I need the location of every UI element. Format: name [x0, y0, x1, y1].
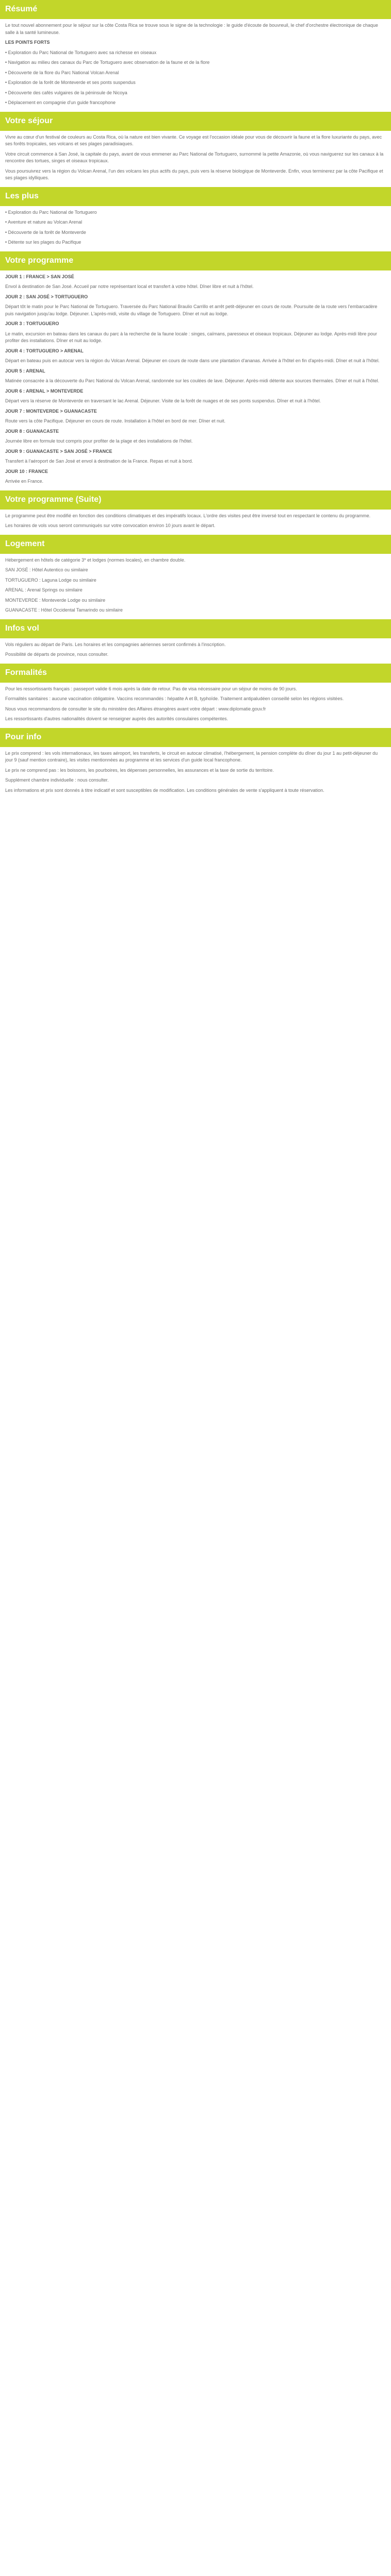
section-paragraph: • Aventure et nature au Volcan Arenal [5, 219, 83, 225]
section-paragraph: MONTEVERDE : Monteverde Lodge ou similaire [5, 597, 106, 603]
section-body [0, 747, 391, 794]
section-paragraph: Vivre au cœur d'un festival de couleurs au Costa Rica, où la nature est bien vivante. Ce voyage est l'occasion idéale pour vous de découvrir la faune et la flore luxuriante du pays, avec ses forêts tropicales, ses volcans et ses plages paradisiaques. [5, 134, 382, 146]
section-paragraph: JOUR 4 : TORTUGUERO > ARENAL [5, 348, 84, 353]
section-body [0, 638, 391, 658]
section-paragraph: • Exploration de la forêt de Monteverde et ses ponts suspendus [5, 80, 136, 85]
section-paragraph: TORTUGUERO : Laguna Lodge ou similaire [5, 577, 96, 583]
section-title: Votre programme (Suite) [0, 490, 391, 510]
section-paragraph: • Navigation au milieu des canaux du Parc de Tortuguero avec observation de la faune et de la flore [5, 60, 210, 65]
section-paragraph: Départ en bateau puis en autocar vers la région du Volcan Arenal. Déjeuner en cours de route dans une plantation d'ananas. Arrivée à l'hôtel en fin d'après-midi. Dîner et nuit à l'hôtel. [5, 358, 380, 363]
section-paragraph: GUANACASTE : Hôtel Occidental Tamarindo ou similaire [5, 607, 123, 613]
section-paragraph: JOUR 10 : FRANCE [5, 468, 48, 474]
section-paragraph: Possibilité de départs de province, nous consulter. [5, 652, 109, 657]
section-paragraph: Le programme peut être modifié en fonction des conditions climatiques et des impératifs locaux. L'ordre des visites peut être inversé tout en respectant le contenu du programme. [5, 513, 371, 518]
document-root [0, 0, 391, 794]
section-paragraph: JOUR 3 : TORTUGUERO [5, 321, 59, 326]
section-paragraph: Matinée consacrée à la découverte du Parc National du Volcan Arenal, randonnée sur les coulées de lave. Déjeuner. Après-midi détente aux sources thermales. Dîner et nuit à l'hôtel. [5, 378, 380, 383]
section-paragraph: Envol à destination de San José. Accueil par notre représentant local et transfert à votre hôtel. Dîner libre et nuit à l'hôtel. [5, 284, 254, 289]
section-paragraph: • Découverte des cafés vulgaires de la péninsule de Nicoya [5, 90, 127, 95]
section-title: Les plus [0, 187, 391, 206]
section-body [0, 510, 391, 530]
section-paragraph: Le prix ne comprend pas : les boissons, les pourboires, les dépenses personnelles, les assurances et la taxe de sortie du territoire. [5, 767, 274, 773]
section-paragraph: JOUR 9 : GUANACASTE > SAN JOSÉ > FRANCE [5, 448, 112, 454]
section-title: Pour info [0, 728, 391, 747]
section-paragraph: Hébergement en hôtels de catégorie 3* et lodges (normes locales), en chambre double. [5, 557, 186, 563]
section-paragraph: LES POINTS FORTS [5, 40, 50, 45]
section-paragraph: Départ tôt le matin pour le Parc National de Tortuguero. Traversée du Parc National Braulio Carrillo et arrêt petit-déjeuner en cours de route. Poursuite de la route vers l'embarcadère puis navigation jusqu'au lodge. Déjeuner. L'après-midi, visite du village de Tortuguero. Dîner et nuit au lodge. [5, 304, 378, 316]
section-body [0, 19, 391, 107]
section-paragraph: Arrivée en France. [5, 479, 44, 484]
section-paragraph: JOUR 7 : MONTEVERDE > GUANACASTE [5, 408, 97, 414]
section-body [0, 206, 391, 246]
section-paragraph: Les horaires de vols vous seront communiqués sur votre convocation environ 10 jours avant le départ. [5, 523, 216, 528]
section-paragraph: Les ressortissants d'autres nationalités doivent se renseigner auprès des autorités consulaires compétentes. [5, 716, 228, 721]
section-title: Infos vol [0, 619, 391, 638]
section-paragraph: JOUR 2 : SAN JOSÉ > TORTUGUERO [5, 294, 88, 299]
section-paragraph: JOUR 8 : GUANACASTE [5, 428, 59, 434]
section-paragraph: ARENAL : Arenal Springs ou similaire [5, 587, 83, 592]
section-paragraph: • Déplacement en compagnie d'un guide francophone [5, 100, 116, 105]
section-paragraph: Vols réguliers au départ de Paris. Les horaires et les compagnies aériennes seront confirmés à l'inscription. [5, 641, 226, 647]
section-paragraph: Les informations et prix sont donnés à titre indicatif et sont susceptibles de modification. Les conditions générales de vente s'appliquent à toute réservation. [5, 787, 324, 793]
section-paragraph: Journée libre en formule tout compris pour profiter de la plage et des installations de l'hôtel. [5, 438, 193, 444]
section-paragraph: • Exploration du Parc National de Tortuguero avec sa richesse en oiseaux [5, 49, 157, 55]
section-paragraph: Transfert à l'aéroport de San José et envol à destination de la France. Repas et nuit à bord. [5, 459, 193, 464]
section-body [0, 131, 391, 182]
section-paragraph: Le tout nouvel abonnement pour le séjour sur la côte Costa Rica se trouve sous le signe de la technologie : le guide d'écoute de bouvreuil, le chef d'orchestre électronique de chaque salle à la santé lumineuse. [5, 23, 378, 35]
section-paragraph: Vous poursuivrez vers la région du Volcan Arenal, l'un des volcans les plus actifs du pays, puis vers la réserve biologique de Monteverde. Enfin, vous terminerez par la côte Pacifique et ses plages idylliques. [5, 168, 383, 180]
section-body [0, 683, 391, 723]
section-paragraph: Nous vous recommandons de consulter le site du ministère des Affaires étrangères avant votre départ : www.diplomatie.gouv.fr [5, 706, 266, 711]
section-paragraph: JOUR 1 : FRANCE > SAN JOSÉ [5, 274, 74, 279]
section-title: Votre programme [0, 251, 391, 270]
section-paragraph: Formalités sanitaires : aucune vaccination obligatoire. Vaccins recommandés : hépatite A et B, typhoïde. Traitement antipaludéen conseillé selon les régions visitées. [5, 696, 344, 701]
section-paragraph: • Détente sur les plages du Pacifique [5, 240, 82, 245]
section-paragraph: Votre circuit commence à San José, la capitale du pays, avant de vous emmener au Parc National de Tortuguero, surnommé la petite Amazonie, où vous naviguerez sur les canaux à la rencontre des tortues, singes et oiseaux tropicaux. [5, 151, 384, 163]
section-paragraph: Départ vers la réserve de Monteverde en traversant le lac Arenal. Déjeuner. Visite de la forêt de nuages et de ses ponts suspendus. Dîner et nuit à l'hôtel. [5, 398, 321, 403]
section-title: Formalités [0, 664, 391, 683]
section-title: Logement [0, 535, 391, 554]
section-body [0, 554, 391, 614]
section-paragraph: Supplément chambre individuelle : nous consulter. [5, 777, 109, 783]
section-paragraph: Pour les ressortissants français : passeport valide 6 mois après la date de retour. Pas de visa nécessaire pour un séjour de moins de 90 jours. [5, 686, 297, 691]
section-title: Votre séjour [0, 112, 391, 131]
section-paragraph: Le prix comprend : les vols internationaux, les taxes aéroport, les transferts, le circuit en autocar climatisé, l'hébergement, la pension complète du dîner du jour 1 au petit-déjeuner du jour 9 (sauf mention contraire), les visites mentionnées au programme et les services d'un guide local francophone. [5, 750, 378, 762]
section-paragraph: • Exploration du Parc National de Tortuguero [5, 209, 97, 215]
section-paragraph: • Découverte de la flore du Parc National Volcan Arenal [5, 70, 119, 75]
section-paragraph: JOUR 5 : ARENAL [5, 368, 45, 374]
section-paragraph: SAN JOSÉ : Hôtel Autentico ou similaire [5, 567, 88, 572]
section-body [0, 270, 391, 485]
section-paragraph: JOUR 6 : ARENAL > MONTEVERDE [5, 388, 84, 394]
section-paragraph: • Découverte de la forêt de Monteverde [5, 229, 86, 235]
section-title: Résumé [0, 0, 391, 19]
section-paragraph: Route vers la côte Pacifique. Déjeuner en cours de route. Installation à l'hôtel en bord de mer. Dîner et nuit. [5, 418, 225, 423]
section-paragraph: Le matin, excursion en bateau dans les canaux du parc à la recherche de la faune locale : singes, caïmans, paresseux et oiseaux tropicaux. Déjeuner au lodge. Après-midi libre pour profiter des installations. Dîner et nuit au lodge. [5, 331, 377, 343]
